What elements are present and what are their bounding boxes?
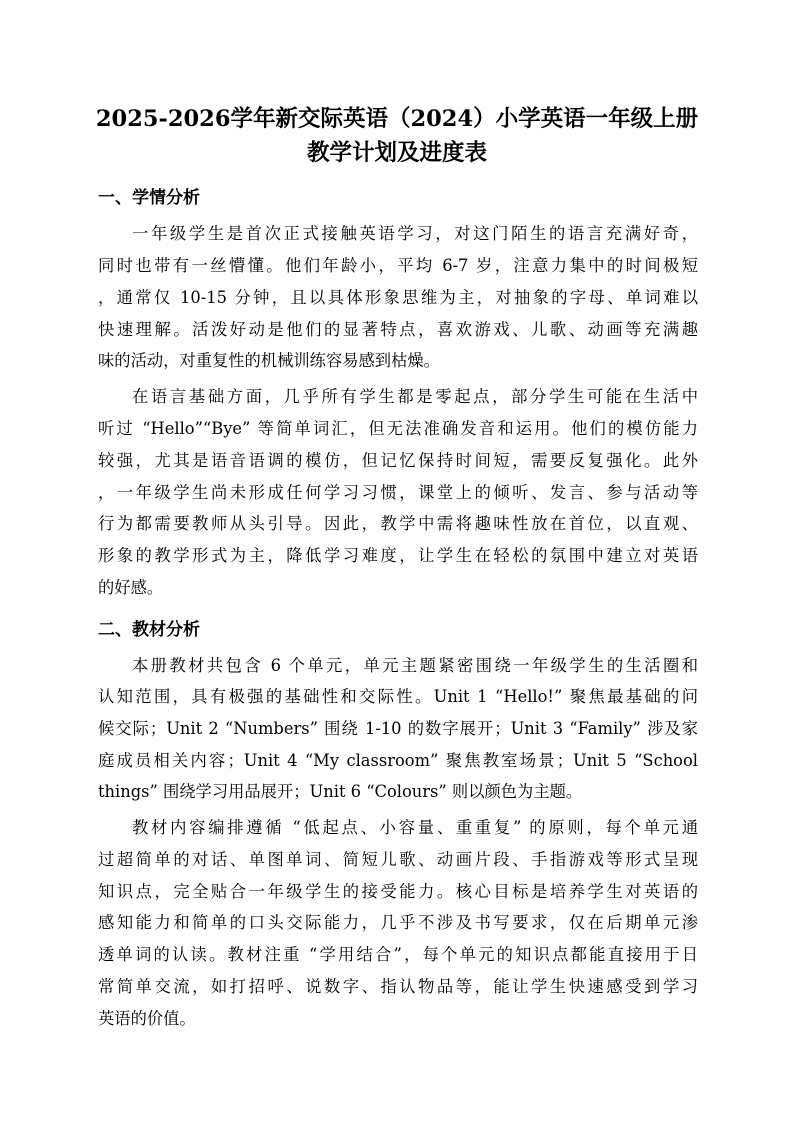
paragraph-line: 教材内容编排遵循 “低起点、小容量、重重复” 的原则，每个单元通 xyxy=(132,818,698,837)
paragraph-line: ，一年级学生尚未形成任何学习习惯，课堂上的倾听、发言、参与活动等 xyxy=(98,483,698,502)
paragraph-line: 一年级学生是首次正式接触英语学习，对这门陌生的语言充满好奇， xyxy=(132,224,698,243)
paragraph-line: 较强，尤其是语音语调的模仿，但记忆保持时间短，需要反复强化。此外 xyxy=(98,451,698,470)
document-title: 2025-2026学年新交际英语（2024）小学英语一年级上册 xyxy=(95,106,699,132)
paragraph-line: 庭成员相关内容；Unit 4 “My classroom” 聚焦教室场景；Unit 5 “School xyxy=(98,751,698,770)
paragraph-line: ，通常仅 10-15 分钟，且以具体形象思维为主，对抽象的字母、单词难以 xyxy=(98,288,698,307)
paragraph-line: 常简单交流，如打招呼、说数字、指认物品等，能让学生快速感受到学习 xyxy=(98,977,698,996)
paragraph-line: 同时也带有一丝懵懂。他们年龄小，平均 6-7 岁，注意力集中的时间极短 xyxy=(98,256,698,275)
paragraph-line: 形象的教学形式为主，降低学习难度，让学生在轻松的氛围中建立对英语 xyxy=(98,546,698,565)
section-heading-student-analysis: 一、学情分析 xyxy=(98,188,200,208)
paragraph-line: 英语的价值。 xyxy=(98,1009,196,1028)
paragraph-line: 过超简单的对话、单图单词、简短儿歌、动画片段、手指游戏等形式呈现 xyxy=(98,850,698,869)
paragraph-line: 的好感。 xyxy=(98,578,164,597)
paragraph-line: 透单词的认读。教材注重 “学用结合”，每个单元的知识点都能直接用于日 xyxy=(98,945,698,964)
paragraph-line: 认知范围，具有极强的基础性和交际性。Unit 1 “Hello!” 聚焦最基础的问 xyxy=(98,687,698,706)
paragraph-line: 在语言基础方面，几乎所有学生都是零起点，部分学生可能在生活中 xyxy=(132,387,698,406)
paragraph-line: 感知能力和简单的口头交际能力，几乎不涉及书写要求，仅在后期单元渗 xyxy=(98,913,698,932)
paragraph-line: 行为都需要教师从头引导。因此，教学中需将趣味性放在首位，以直观、 xyxy=(98,514,698,533)
document-subtitle: 教学计划及进度表 xyxy=(306,140,487,166)
paragraph-line: 候交际；Unit 2 “Numbers” 围绕 1-10 的数字展开；Unit 3 “Family” 涉及家 xyxy=(98,719,698,738)
paragraph-line: 听过 “Hello”“Bye” 等简单词汇，但无法准确发音和运用。他们的模仿能力 xyxy=(98,419,698,438)
paragraph-line: 本册教材共包含 6 个单元，单元主题紧密围绕一年级学生的生活圈和 xyxy=(132,656,698,675)
section-heading-textbook-analysis: 二、教材分析 xyxy=(98,620,200,640)
paragraph-line: things” 围绕学习用品展开；Unit 6 “Colours” 则以颜色为主题。 xyxy=(98,782,583,801)
paragraph-line: 快速理解。活泼好动是他们的显著特点，喜欢游戏、儿歌、动画等充满趣 xyxy=(98,320,698,339)
paragraph-line: 味的活动，对重复性的机械训练容易感到枯燥。 xyxy=(98,351,440,370)
paragraph-line: 知识点，完全贴合一年级学生的接受能力。核心目标是培养学生对英语的 xyxy=(98,882,698,901)
